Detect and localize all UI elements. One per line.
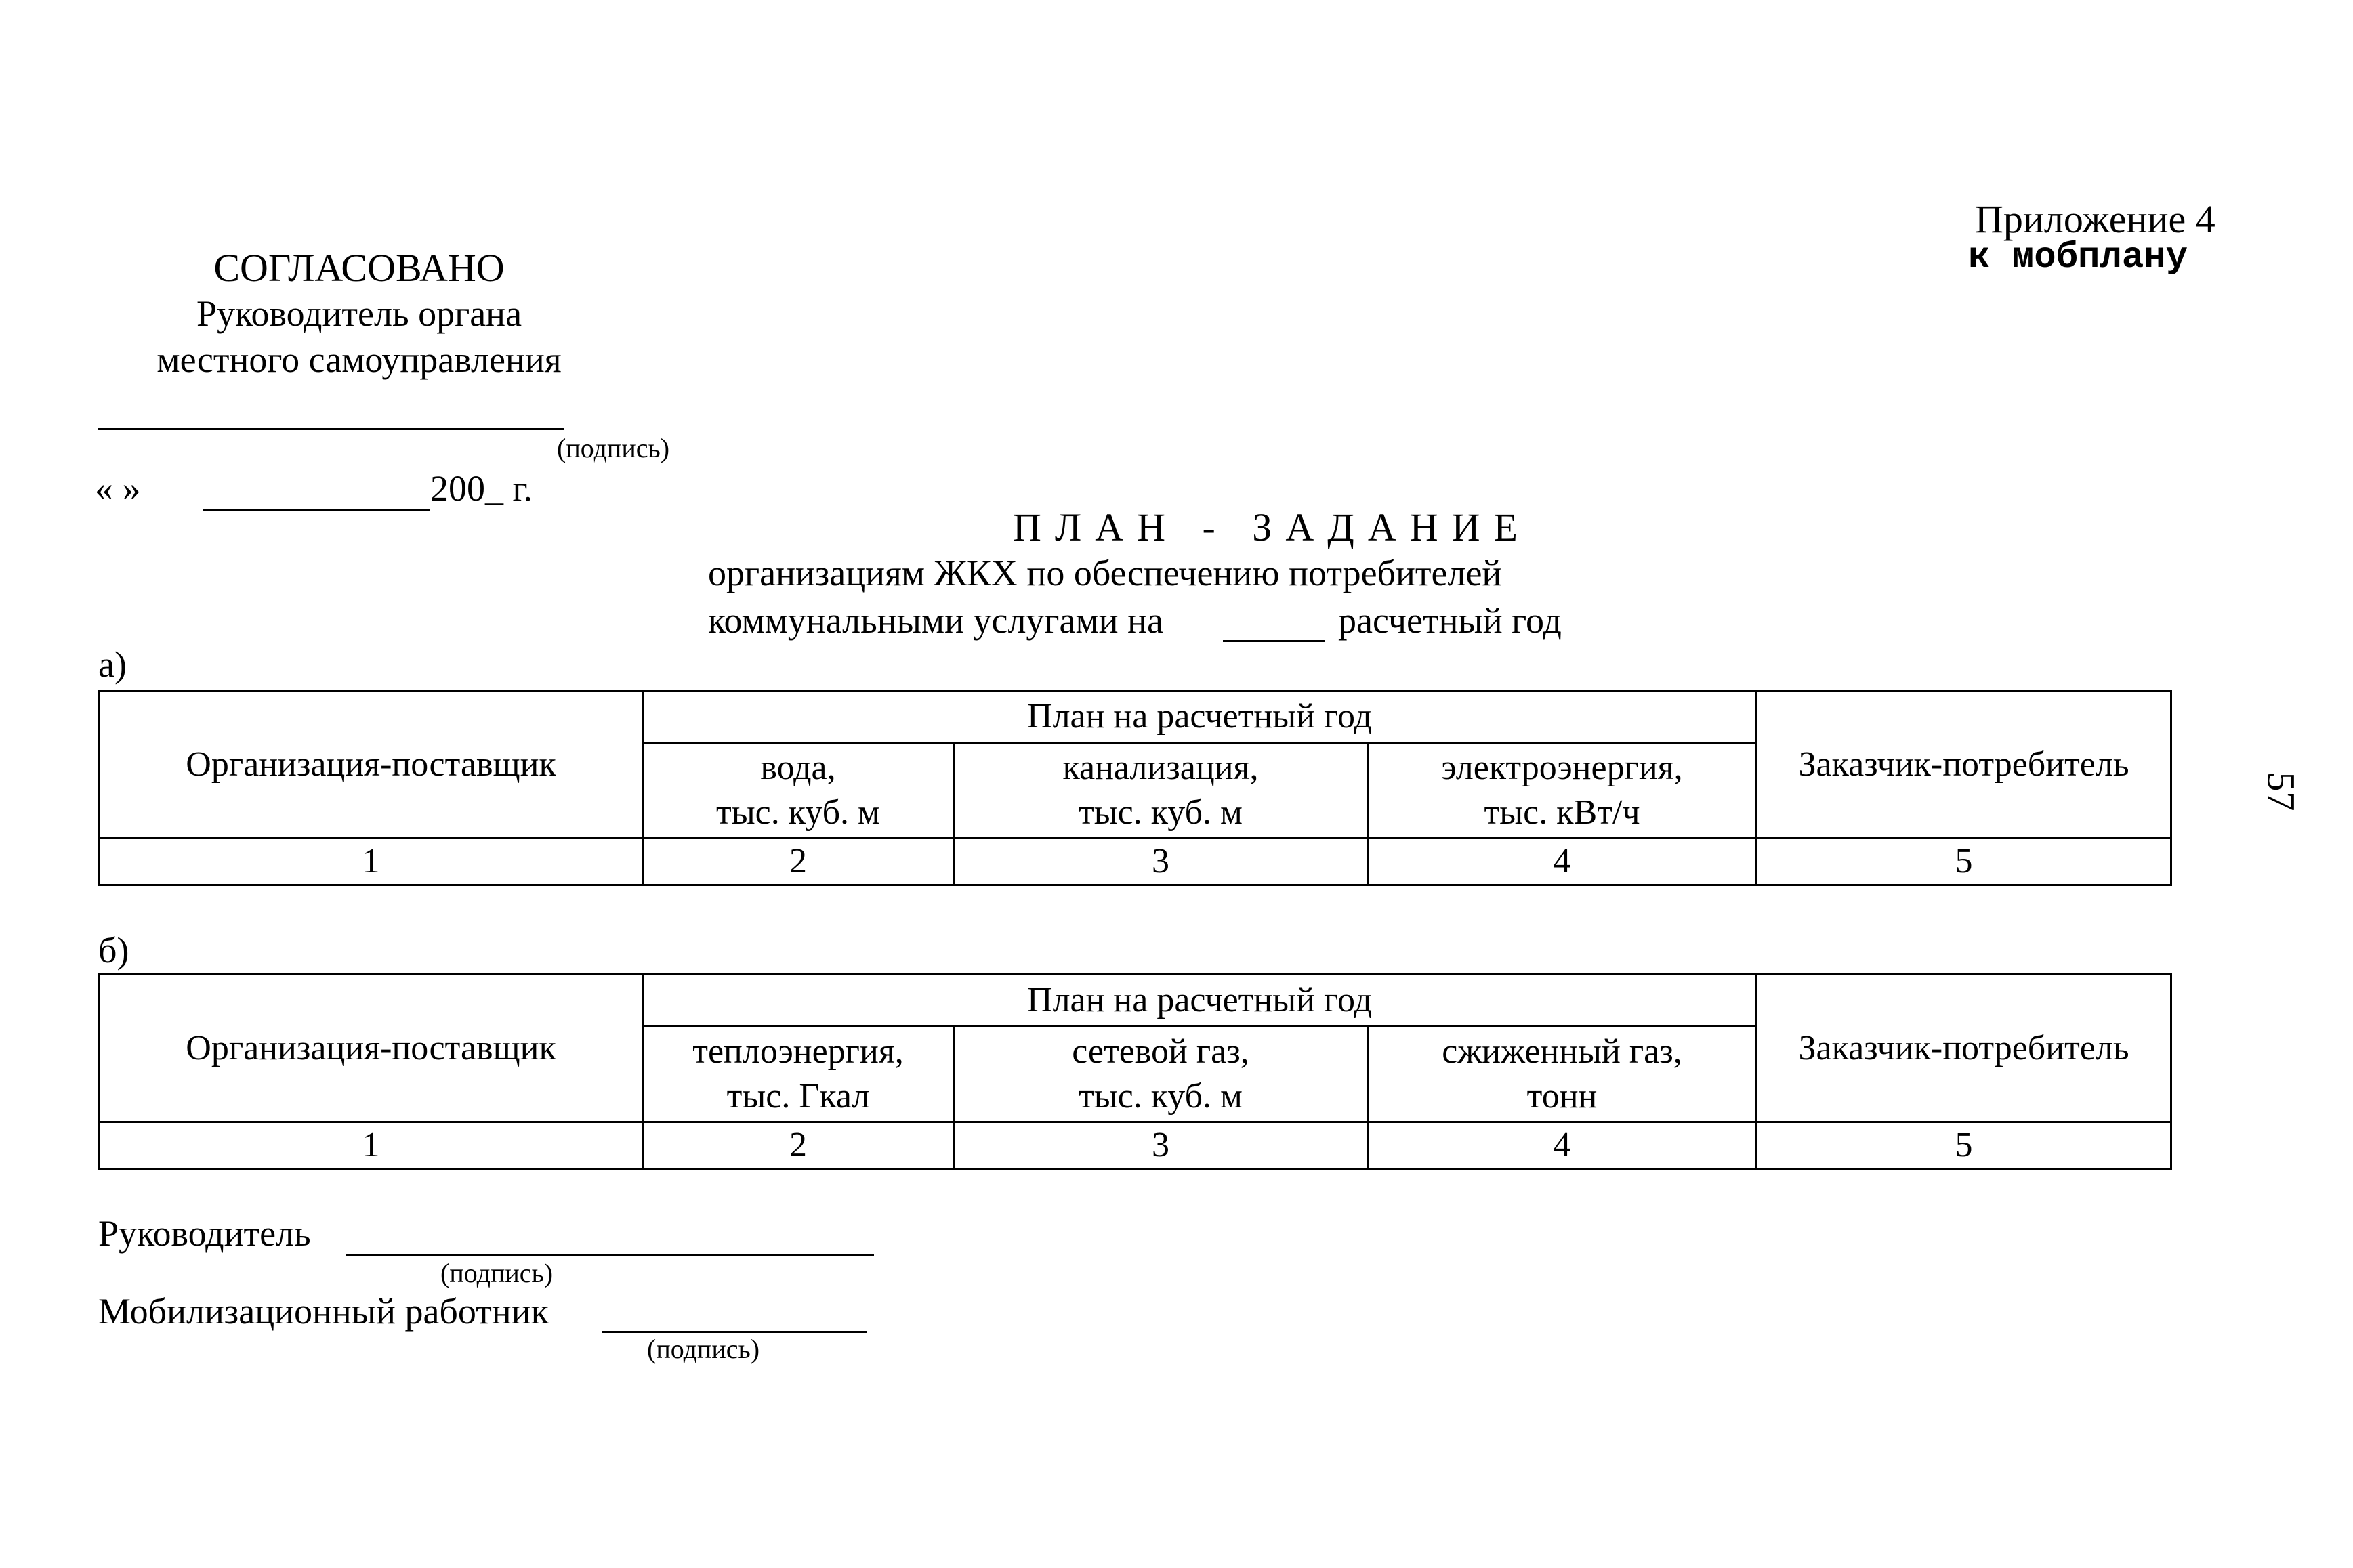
approval-position-line1: Руководитель органа	[196, 293, 522, 334]
col-supplier-header: Организация-поставщик	[100, 691, 643, 839]
appendix-title: Приложение 4	[1975, 197, 2215, 241]
appendix-subtitle: к мобплану	[1968, 237, 2188, 278]
head-signature-line	[346, 1254, 874, 1256]
column-number: 4	[1368, 839, 1757, 885]
sub-header-line1: сетевой газ,	[1072, 1032, 1249, 1071]
sub-header-line1: электроэнергия,	[1441, 748, 1683, 787]
plan-table-b	[98, 973, 2172, 1170]
year-blank-line	[1223, 640, 1325, 642]
col-water-header	[643, 743, 954, 839]
sub-header-line1: вода,	[760, 748, 836, 787]
sub-header-line1: теплоэнергия,	[692, 1032, 904, 1071]
sub-header-line2: тонн	[1526, 1077, 1598, 1116]
column-number: 2	[643, 1122, 954, 1169]
column-number: 1	[100, 1122, 643, 1169]
approval-position-line2: местного самоуправления	[157, 339, 562, 380]
column-number: 3	[954, 839, 1368, 885]
table-row	[100, 1122, 2171, 1169]
col-liquefied-gas-header	[1368, 1027, 1757, 1122]
mob-officer-signature-caption: (подпись)	[647, 1334, 760, 1364]
table-row	[100, 839, 2171, 885]
column-number: 4	[1368, 1122, 1757, 1169]
approval-date-line	[203, 509, 430, 511]
column-number: 3	[954, 1122, 1368, 1169]
page-number: 57	[2259, 771, 2304, 811]
col-heat-header	[643, 1027, 954, 1122]
sub-header-line2: тыс. кВт/ч	[1484, 793, 1640, 832]
column-number: 2	[643, 839, 954, 885]
head-signature-label: Руководитель	[98, 1213, 311, 1254]
sub-header-line2: тыс. куб. м	[716, 793, 880, 832]
sub-header-line1: сжиженный газ,	[1442, 1032, 1682, 1071]
sub-header-line2: тыс. куб. м	[1079, 1077, 1243, 1116]
sub-header-line1: канализация,	[1062, 748, 1259, 787]
column-number: 1	[100, 839, 643, 885]
col-customer-header: Заказчик-потребитель	[1757, 975, 2171, 1122]
col-electricity-header	[1368, 743, 1757, 839]
sub-header-line2: тыс. Гкал	[726, 1077, 870, 1116]
section-b-label: б)	[98, 930, 129, 971]
plan-table-a	[98, 690, 2172, 886]
sub-header-line2: тыс. куб. м	[1079, 793, 1243, 832]
col-supplier-header: Организация-поставщик	[100, 975, 643, 1122]
document-subtitle-line2-start: коммунальными услугами на	[708, 600, 1163, 641]
document-title: ПЛАН - ЗАДАНИЕ	[1013, 505, 1531, 549]
head-signature-caption: (подпись)	[440, 1258, 554, 1288]
section-a-label: а)	[98, 644, 127, 685]
plan-group-header: План на расчетный год	[643, 691, 1757, 743]
document-subtitle-line2-end: расчетный год	[1338, 600, 1562, 641]
document-subtitle-line1: организациям ЖКХ по обеспечению потребителей	[708, 553, 1502, 593]
column-number: 5	[1757, 1122, 2171, 1169]
col-sewerage-header	[954, 743, 1368, 839]
column-number: 5	[1757, 839, 2171, 885]
approval-signature-caption: (подпись)	[557, 433, 670, 463]
mob-officer-signature-label: Мобилизационный работник	[98, 1291, 549, 1332]
col-network-gas-header	[954, 1027, 1368, 1122]
approval-date-year: 200_ г.	[430, 468, 533, 509]
approval-signature-line	[98, 428, 564, 430]
approval-date-quotes: « »	[95, 468, 141, 509]
approval-title: СОГЛАСОВАНО	[213, 246, 505, 290]
plan-group-header: План на расчетный год	[643, 975, 1757, 1027]
col-customer-header: Заказчик-потребитель	[1757, 691, 2171, 839]
